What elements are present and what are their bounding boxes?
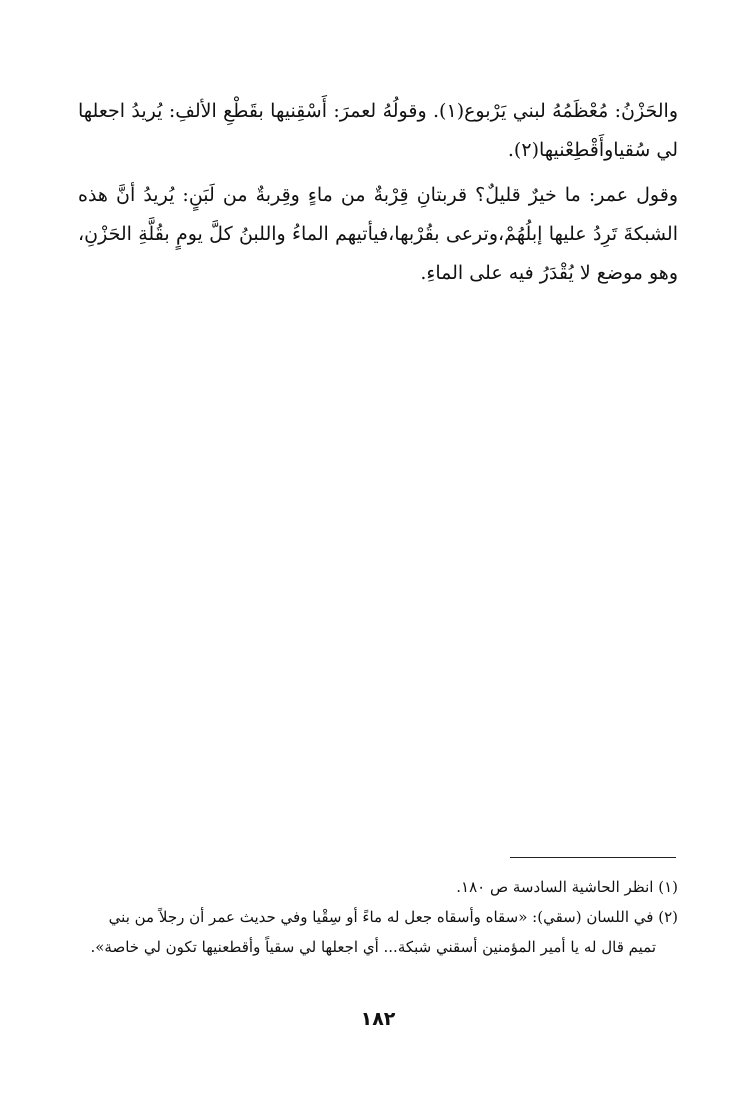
main-text-block — [78, 92, 678, 293]
body-paragraph-1: والحَزْنُ: مُعْظَمُهُ لبني يَرْبوع(١). وقولُهُ لعمرَ: أَسْقِنيها بقَطْعِ الألفِ: يُريدُ اجعلها لي سُقياوأَقْطِعْنيها(٢). — [78, 100, 678, 161]
footnotes-block — [78, 872, 678, 962]
body-paragraph-2: وقول عمر: ما خيرٌ قليلٌ؟ قربتانِ قِرْبةٌ من ماءٍ وقِربةٌ من لَبَنٍ: يُريدُ أنَّ هذه الشبكةَ تَرِدُ عليها إبلُهُمْ،وترعى بقُرْبها،فيأتيهم الماءُ واللبنُ كلَّ يومٍ بقُلَّةِ الحَزْنِ، وهو موضع لا يُقْدَرُ فيه على الماءِ. — [78, 184, 678, 284]
footnote-2-continuation: تميم قال له يا أمير المؤمنين أسقني شبكة... أي اجعلها لي سقياً وأقطعنيها تكون لي خاصة». — [90, 938, 656, 956]
footnote-2-first-line: (٢) في اللسان (سقي): «سقاه وأسقاه جعل له ماءً أو سِقْيا وفي حديث عمر أن رجلاً من بني — [108, 908, 678, 926]
footnote-divider — [510, 857, 676, 858]
page-number: ١٨٢ — [360, 1008, 396, 1030]
footnote-1: (١) انظر الحاشية السادسة ص ١٨٠. — [456, 878, 678, 896]
